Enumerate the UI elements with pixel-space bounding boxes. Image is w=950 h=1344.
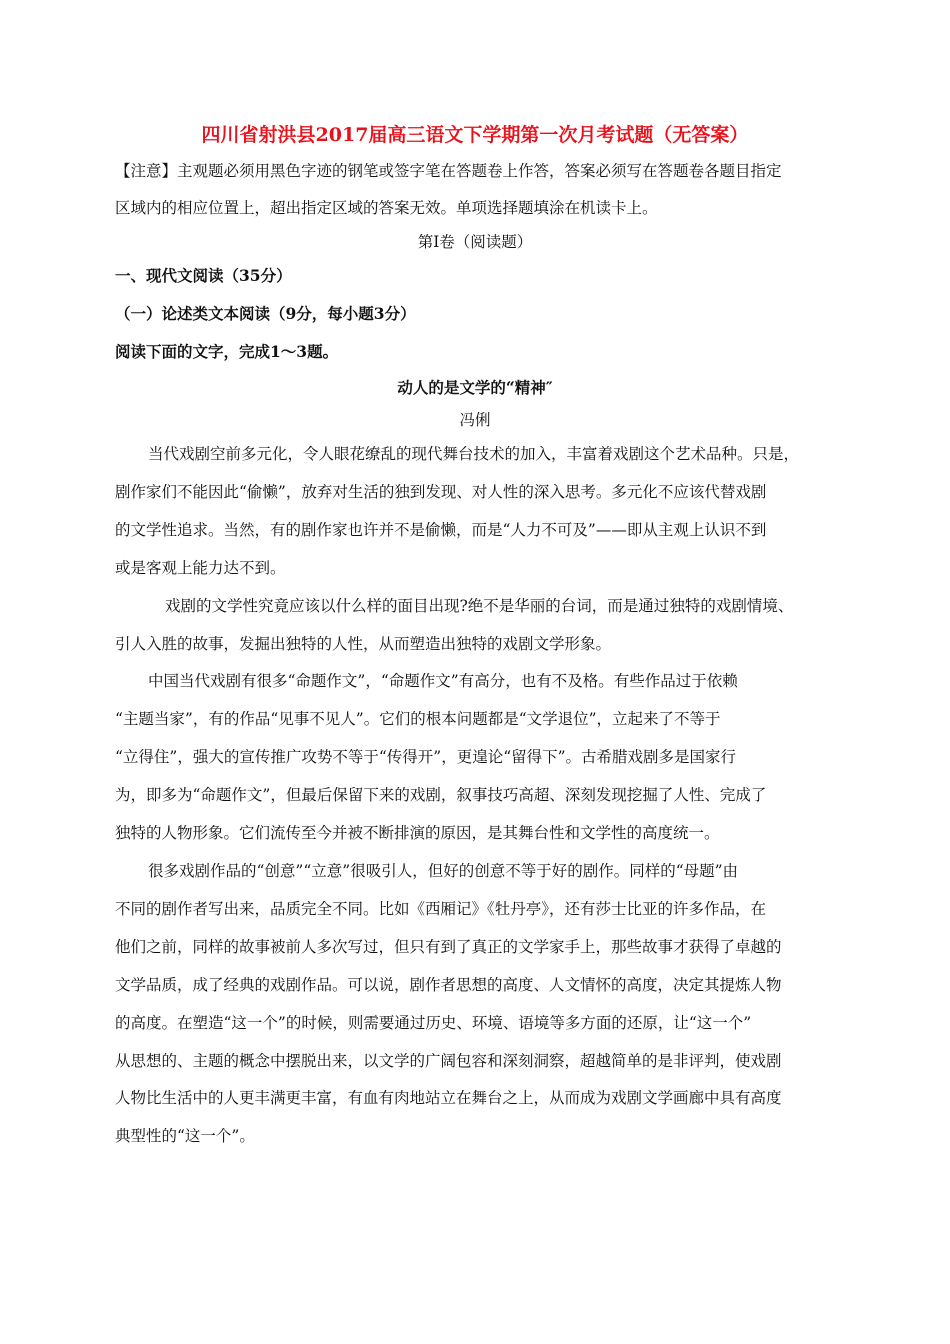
article-line: 中国当代戏剧有很多“命题作文”，“命题作文”有高分，也有不及格。有些作品过于依赖	[148, 672, 738, 691]
reading-instruction: 阅读下面的文字，完成1～3题。	[115, 342, 339, 361]
article-line: 人物比生活中的人更丰满更丰富，有血有肉地站立在舞台之上，从而成为戏剧文学画廊中具有高度	[115, 1089, 782, 1108]
article-line: 剧作家们不能因此“偷懒”，放弃对生活的独到发现、对人性的深入思考。多元化不应该代替戏剧	[115, 482, 767, 501]
article-line: 不同的剧作者写出来，品质完全不同。比如《西厢记》《牡丹亭》，还有莎士比亚的许多作品，在	[115, 899, 767, 918]
article-line: “立得住”，强大的宣传推广攻势不等于“传得开”，更遑论“留得下”。古希腊戏剧多是国家行	[115, 748, 737, 767]
article-line: 典型性的“这一个”。	[115, 1127, 255, 1146]
section-heading: 一、现代文阅读（35分）	[115, 266, 292, 285]
notice-line: 区域内的相应位置上，超出指定区域的答案无效。单项选择题填涂在机读卡上。	[115, 199, 658, 217]
document-title: 四川省射洪县2017届高三语文下学期第一次月考试题（无答案）	[201, 124, 749, 146]
article-line: 从思想的、主题的概念中摆脱出来，以文学的广阔包容和深刻洞察，超越简单的是非评判，使戏剧	[115, 1051, 782, 1070]
article-line: 或是客观上能力达不到。	[115, 558, 286, 577]
article-line: 独特的人物形象。它们流传至今并被不断排演的原因，是其舞台性和文学性的高度统一。	[115, 824, 720, 843]
article-line: “主题当家”，有的作品“见事不见人”。它们的根本问题都是“文学退位”，立起来了不等于	[115, 710, 721, 729]
article-line: 他们之前，同样的故事被前人多次写过，但只有到了真正的文学家手上，那些故事才获得了卓越的	[115, 937, 782, 956]
article-line: 引人入胜的故事，发掘出独特的人性，从而塑造出独特的戏剧文学形象。	[115, 634, 612, 653]
article-line: 的文学性追求。当然，有的剧作家也许并不是偷懒，而是“人力不可及”——即从主观上认识不到	[115, 520, 767, 539]
article-line: 很多戏剧作品的“创意”“立意”很吸引人，但好的创意不等于好的剧作。同样的“母题”由	[148, 861, 739, 880]
notice-line: 【注意】主观题必须用黑色字迹的钢笔或签字笔在答题卷上作答，答案必须写在答题卷各题目指定	[115, 162, 782, 180]
volume-heading: 第Ⅰ卷（阅读题）	[417, 233, 533, 251]
article-body	[115, 436, 855, 1156]
article-title: 动人的是文学的“精神″	[397, 378, 553, 397]
article-line: 为，即多为“命题作文”，但最后保留下来的戏剧，叙事技巧高超、深刻发现挖掘了人性、完成了	[115, 786, 767, 805]
article-line: 当代戏剧空前多元化，令人眼花缭乱的现代舞台技术的加入，丰富着戏剧这个艺术品种。只是，	[148, 445, 800, 463]
article-line: 戏剧的文学性究竟应该以什么样的面目出现?绝不是华丽的台词，而是通过独特的戏剧情境、	[165, 596, 794, 615]
article-author: 冯俐	[459, 411, 491, 429]
article-line: 文学品质，成了经典的戏剧作品。可以说，剧作者思想的高度、人文情怀的高度，决定其提炼人物	[115, 975, 782, 994]
article-line: 的高度。在塑造“这一个”的时候，则需要通过历史、环境、语境等多方面的还原，让“这一个”	[115, 1013, 752, 1032]
subsection-heading: （一）论述类文本阅读（9分，每小题3分）	[115, 304, 416, 323]
